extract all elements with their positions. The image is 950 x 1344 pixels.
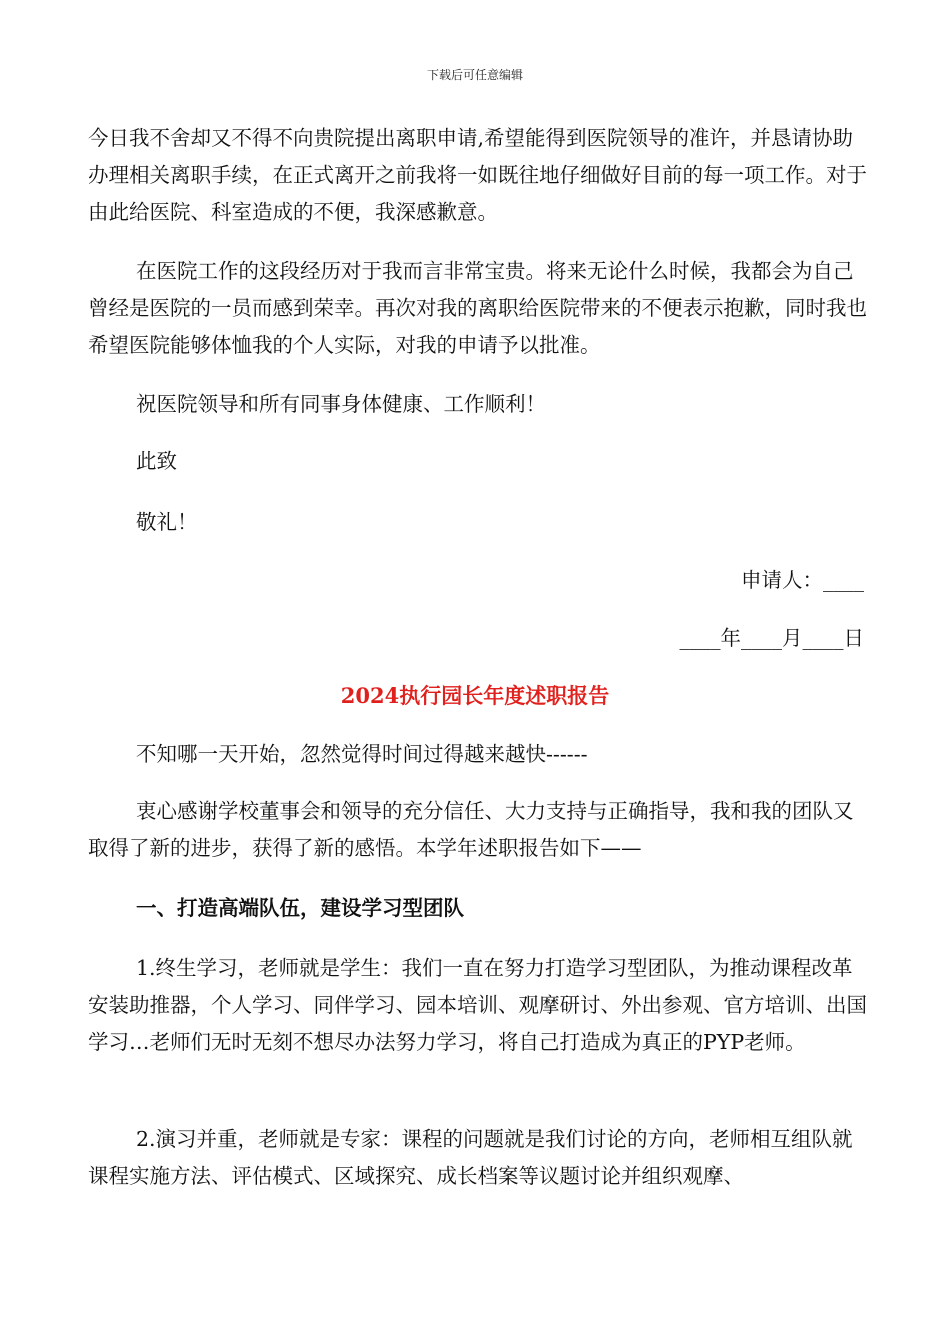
list-item-lifelong-learning: 1.终生学习，老师就是学生：我们一直在努力打造学习型团队，为推动课程改革安装助推器，个人学习、同伴学习、园本培训、观摩研讨、外出参观、官方培训、出国学习…老师们无时无刻不想尽办法努力学习，将自己打造成为真正的PYP老师。 bbox=[88, 956, 867, 1054]
report-intro: 不知哪一天开始，忽然觉得时间过得越来越快------ bbox=[136, 742, 588, 766]
signature-date: ____年____月____日 bbox=[679, 626, 864, 650]
list-item-practice: 2.演习并重，老师就是专家：课程的问题就是我们讨论的方向，老师相互组队就课程实施方法、评估模式、区域探究、成长档案等议题讨论并组织观摩、 bbox=[88, 1127, 853, 1188]
paragraph-resignation-request: 今日我不舍却又不得不向贵院提出离职申请,希望能得到医院领导的准许，并恳请协助办理相关离职手续，在正式离开之前我将一如既往地仔细做好目前的每一项工作。对于由此给医院、科室造成的不便，我深感歉意。 bbox=[88, 126, 867, 224]
report-thanks: 衷心感谢学校董事会和领导的充分信任、大力支持与正确指导，我和我的团队又取得了新的进步，获得了新的感悟。本学年述职报告如下—— bbox=[88, 799, 854, 860]
section-heading: 一、打造高端队伍，建设学习型团队 bbox=[136, 896, 464, 920]
paragraph-gratitude: 在医院工作的这段经历对于我而言非常宝贵。将来无论什么时候，我都会为自己曾经是医院的一员而感到荣幸。再次对我的离职给医院带来的不便表示抱歉，同时我也希望医院能够体恤我的个人实际，对我的申请予以批准。 bbox=[88, 259, 867, 357]
report-title: 2024执行园长年度述职报告 bbox=[340, 683, 610, 708]
closing-salutation: 此致 bbox=[136, 449, 177, 473]
closing-regards: 敬礼！ bbox=[136, 510, 198, 534]
paragraph-wishes: 祝医院领导和所有同事身体健康、工作顺利！ bbox=[136, 392, 546, 416]
applicant-signature: 申请人：____ bbox=[741, 568, 864, 592]
page-header: 下载后可任意编辑 bbox=[426, 68, 523, 82]
